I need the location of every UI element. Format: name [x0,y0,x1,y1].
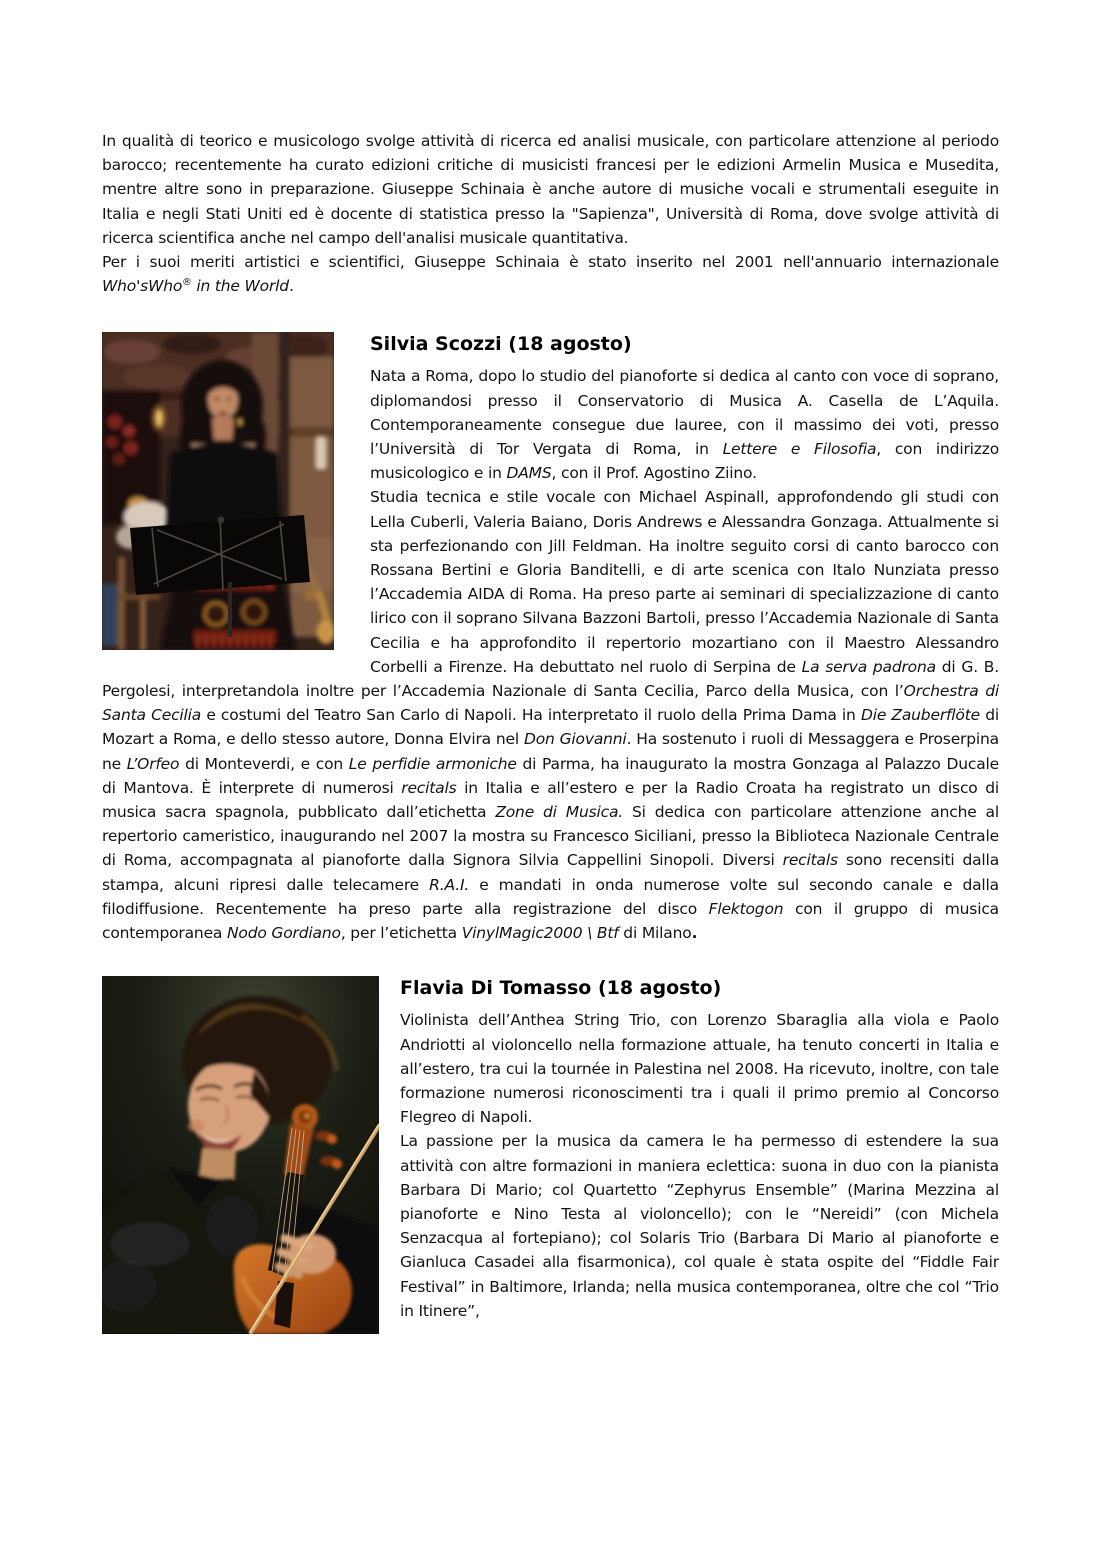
flavia-photo-graphic [102,976,379,1334]
flavia-section-title: Flavia Di Tomasso (18 agosto) [400,977,722,1000]
intro-paragraph-1: In qualità di teorico e musicologo svolge attività di ricerca ed analisi musicale, con particolare attenzione al periodo barocco; recentemente ha curato edizioni critiche di musicisti francesi per le edizioni Armelin Musica e Musedita, mentre altre sono in preparazione. Giuseppe Schinaia è anche autore di musiche vocali e strumentali eseguite in Italia e negli Stati Uniti ed è docente di statistica presso la "Sapienza", Università di Roma, dove svolge attività di ricerca scientifica anche nel campo dell'analisi musicale quantitativa. [102,132,999,247]
intro-paragraph-2: Per i suoi meriti artistici e scientifici, Giuseppe Schinaia è stato inserito nel 2001 nell'annuario internazionale Who'sWho® in the World. [102,253,999,296]
flavia-di-tomasso-photo [102,976,379,1334]
flavia-paragraph-2: La passione per la musica da camera le ha permesso di estendere la sua attività con altre formazioni in maniera eclettica: suona in duo con la pianista Barbara Di Mario; col Quartetto “Zephyrus Ensemble” (Marina Mezzina al pianoforte e Nino Testa al violoncello); con le “Nereidi” (con Michela Senzacqua al fortepiano); col Solaris Trio (Barbara Di Mario al pianoforte e Gianluca Casadei alla fisarmonica), col quale è stata ospite del “Fiddle Fair Festival” in Baltimore, Irlanda; nella musica contemporanea, oltre che col “Trio in Itinere”, [400,1132,999,1320]
flavia-paragraph-1: Violinista dell’Anthea String Trio, con Lorenzo Sbaraglia alla viola e Paolo Andriotti al violoncello nella formazione attuale, ha tenuto concerti in Italia e all’estero, tra cui la tournée in Palestina nel 2008. Ha ricevuto, inoltre, con tale formazione numerosi riconoscimenti tra i quali il primo premio al Concorso Flegreo di Napoli. [400,1011,999,1127]
section-silvia-scozzi [102,331,999,945]
section-flavia-di-tomasso [102,975,999,1358]
silvia-scozzi-photo [102,332,334,650]
silvia-paragraph-1: Nata a Roma, dopo lo studio del pianoforte si dedica al canto con voce di soprano, diplomandosi presso il Conservatorio di Musica A. Casella de L’Aquila. Contemporaneamente consegue due lauree, con il massimo dei voti, presso l’Università di Tor Vergata di Roma, in Lettere e Filosofia, con indirizzo musicologico e in DAMS, con il Prof. Agostino Ziino. [370,367,999,483]
silvia-photo-graphic [102,332,334,650]
page-content [102,129,999,1358]
silvia-section-title: Silvia Scozzi (18 agosto) [370,333,632,356]
silvia-paragraph-2: Studia tecnica e stile vocale con Michael Aspinall, approfondendo gli studi con Lella Cuberli, Valeria Baiano, Doris Andrews e Alessandra Gonzaga. Attualmente si sta perfezionando con Jill Feldman. Ha inoltre seguito corsi di canto barocco con Rossana Bertini e Gloria Banditelli, e di arte scenica con Italo Nunziata presso l’Accademia AIDA di Roma. Ha preso parte ai seminari di specializzazione di canto lirico con il soprano Silvana Bazzoni Bartoli, presso l’Accademia Nazionale di Santa Cecilia e ha approfondito il repertorio mozartiano con il Maestro Alessandro Corbelli a Firenze. Ha debuttato nel ruolo di Serpina de La serva padrona di G. B. Pergolesi, interpretandola inoltre per l’Accademia Nazionale di Santa Cecilia, Parco della Musica, con l’Orchestra di Santa Cecilia e costumi del Teatro San Carlo di Napoli. Ha interpretato il ruolo della Prima Dama in Die Zauberflöte di Mozart a Roma, e dello stesso autore, Donna Elvira nel Don Giovanni. Ha sostenuto i ruoli di Messaggera e Proserpina ne L’Orfeo di Monteverdi, e con Le perfidie armoniche di Parma, ha inaugurato la mostra Gonzaga al Palazzo Ducale di Mantova. È interprete di numerosi recitals in Italia e all’estero e per la Radio Croata ha registrato un disco di musica sacra spagnola, pubblicato dall’etichetta Zone di Musica. Si dedica con particolare attenzione anche al repertorio cameristico, inaugurando nel 2007 la mostra su Francesco Siciliani, presso la Biblioteca Nazionale Centrale di Roma, accompagnata al pianoforte dalla Signora Silvia Cappellini Sinopoli. Diversi recitals sono recensiti dalla stampa, alcuni ripresi dalle telecamere R.A.I. e mandati in onda numerose volte sul secondo canale e dalla filodiffusione. Recentemente ha preso parte alla registrazione del disco Flektogon con il gruppo di musica contemporanea Nodo Gordiano, per l’etichetta VinylMagic2000 \ Btf di Milano. [102,488,1000,943]
